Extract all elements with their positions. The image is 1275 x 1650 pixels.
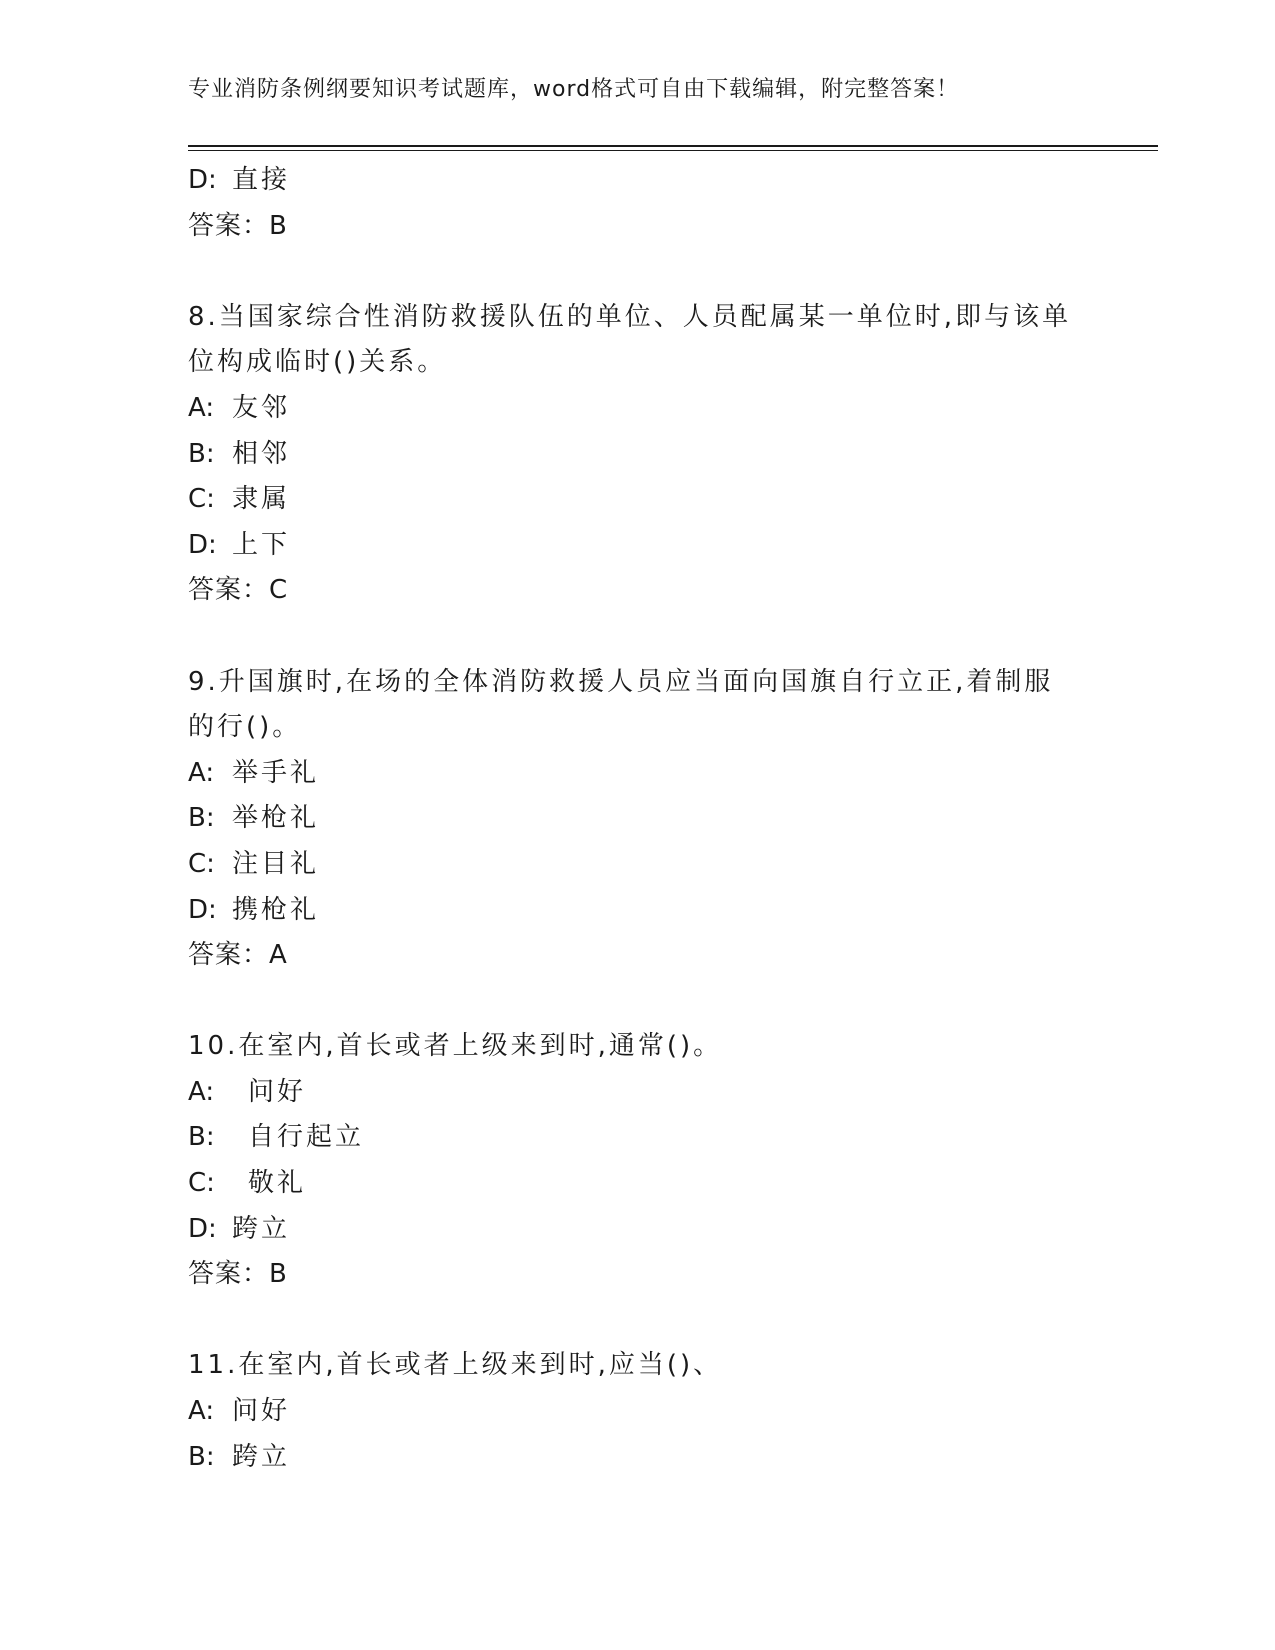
page-header: 专业消防条例纲要知识考试题库，word格式可自由下载编辑，附完整答案！ xyxy=(188,77,960,102)
option-text: 敬礼 xyxy=(248,1168,307,1199)
question-stem: 8.当国家综合性消防救援队伍的单位、人员配属某一单位时,即与该单 xyxy=(188,301,1072,332)
option-text: 直接 xyxy=(232,165,291,195)
option-label: D: xyxy=(188,894,217,925)
question-stem: 9.升国旗时,在场的全体消防救援人员应当面向国旗自行立正,着制服 xyxy=(188,666,1054,697)
option-label: A: xyxy=(188,757,215,788)
option-label: B: xyxy=(188,1441,215,1472)
option-d xyxy=(188,523,1088,569)
option-label: C: xyxy=(188,848,215,879)
question-stem: 的行()。 xyxy=(188,712,302,743)
option-a xyxy=(188,751,1088,797)
answer-line: 答案：C xyxy=(188,575,289,606)
option-text: 问好 xyxy=(248,1076,307,1107)
option-a xyxy=(188,1389,1088,1435)
option-label: A: xyxy=(188,392,215,423)
option-d xyxy=(188,1207,1088,1253)
option-d xyxy=(188,158,1088,204)
option-label: C: xyxy=(188,1168,215,1199)
option-label: D: xyxy=(188,529,217,560)
option-d xyxy=(188,888,1088,934)
option-text: 举手礼 xyxy=(232,757,320,788)
option-b xyxy=(188,1115,1088,1161)
option-label: A: xyxy=(188,1076,215,1107)
option-text: 携枪礼 xyxy=(232,894,320,925)
option-label: D: xyxy=(188,165,217,195)
option-text: 问好 xyxy=(232,1396,291,1427)
option-text: 自行起立 xyxy=(248,1122,365,1153)
option-text: 注目礼 xyxy=(232,848,320,879)
option-b xyxy=(188,1435,1088,1481)
option-text: 友邻 xyxy=(232,392,291,423)
header-rule-thin xyxy=(188,150,1158,151)
option-text: 相邻 xyxy=(232,438,291,469)
option-label: D: xyxy=(188,1213,217,1244)
option-a xyxy=(188,386,1088,432)
option-text: 上下 xyxy=(232,529,291,560)
answer-line: 答案：B xyxy=(188,1259,288,1290)
option-c xyxy=(188,842,1088,888)
option-text: 跨立 xyxy=(232,1213,291,1244)
option-c xyxy=(188,477,1088,523)
option-label: C: xyxy=(188,484,215,515)
question-9 xyxy=(188,660,1088,979)
option-text: 隶属 xyxy=(232,484,291,515)
question-11 xyxy=(188,1343,1088,1480)
answer-line: 答案：B xyxy=(188,210,288,241)
option-a xyxy=(188,1070,1088,1116)
question-stem: 位构成临时()关系。 xyxy=(188,347,447,378)
question-stem: 10.在室内,首长或者上级来到时,通常()。 xyxy=(188,1031,723,1062)
question-8 xyxy=(188,295,1088,614)
option-b xyxy=(188,432,1088,478)
answer-line: 答案：A xyxy=(188,940,288,971)
option-c xyxy=(188,1161,1088,1207)
question-stem: 11.在室内,首长或者上级来到时,应当()、 xyxy=(188,1350,723,1381)
question-10 xyxy=(188,1024,1088,1298)
header-rule-thick xyxy=(188,145,1158,147)
option-text: 跨立 xyxy=(232,1441,291,1472)
option-label: B: xyxy=(188,803,215,834)
option-label: B: xyxy=(188,438,215,469)
question-content xyxy=(188,158,1088,1480)
option-b xyxy=(188,796,1088,842)
option-label: B: xyxy=(188,1122,215,1153)
option-text: 举枪礼 xyxy=(232,803,320,834)
option-label: A: xyxy=(188,1396,215,1427)
